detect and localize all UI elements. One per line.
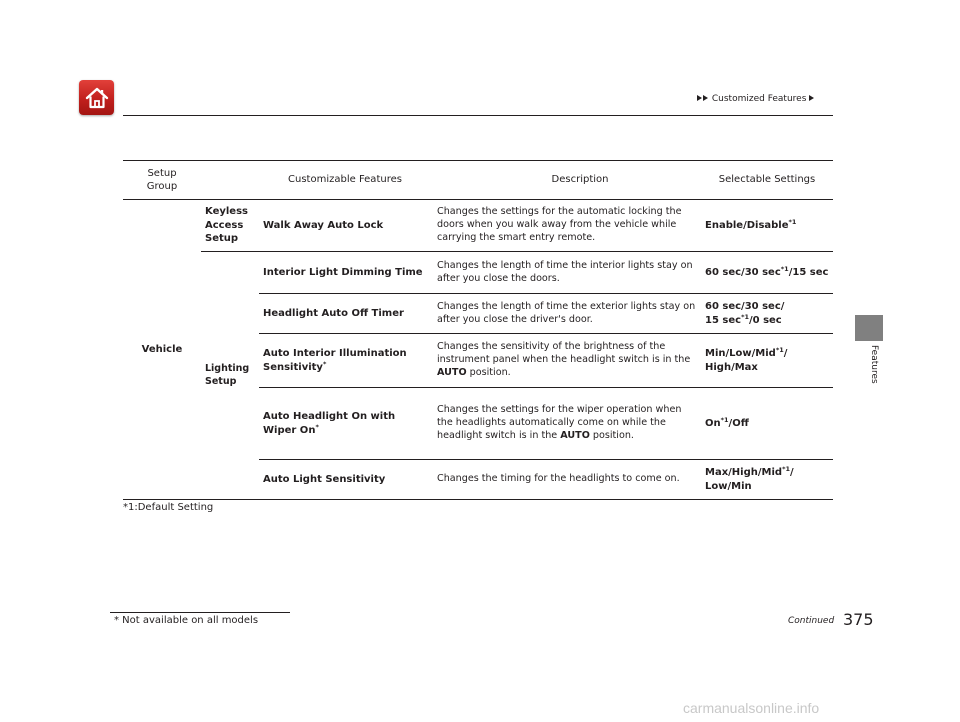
breadcrumb-arrow-icon bbox=[697, 95, 702, 101]
table-header-row bbox=[123, 161, 833, 200]
breadcrumb-label: Customized Features bbox=[711, 94, 807, 104]
header-selectable-settings: Selectable Settings bbox=[718, 174, 816, 186]
breadcrumb-arrow-icon bbox=[809, 95, 814, 101]
feature-description: Changes the timing for the headlights to come on. bbox=[433, 460, 701, 500]
header-customizable-features: Customizable Features bbox=[288, 174, 402, 186]
feature-settings: 60 sec/30 sec/ 15 $\sec^{*1}/0$ sec bbox=[701, 294, 833, 334]
feature-name: Interior Light Dimming Time bbox=[259, 252, 433, 294]
home-icon bbox=[84, 85, 110, 111]
feature-name: Headlight Auto Off Timer bbox=[259, 294, 433, 334]
feature-settings: Enable/Disable$^{*1}$ bbox=[701, 200, 833, 252]
header-setup-group: Setup Group bbox=[146, 167, 178, 192]
feature-name: Walk Away Auto Lock bbox=[259, 200, 433, 252]
feature-description: Changes the length of time the exterior lights stay on after you close the driver's door. bbox=[433, 294, 701, 334]
subgroup-keyless-access-setup: Keyless Access Setup bbox=[201, 200, 259, 252]
feature-name: Auto Light Sensitivity bbox=[259, 460, 433, 500]
section-tab[interactable] bbox=[855, 315, 883, 341]
table-row bbox=[123, 252, 833, 294]
feature-settings: Max/High/Mid$^{*1}$/ Low/Min bbox=[701, 460, 833, 500]
feature-description: Changes the settings for the automatic locking the doors when you walk away from the vehicle while carrying the smart entry remote. bbox=[433, 200, 701, 252]
feature-description: Changes the sensitivity of the brightness of the instrument panel when the headlight switch is in the AUTO position. bbox=[433, 334, 701, 388]
default-setting-footnote: *1:Default Setting bbox=[123, 502, 214, 513]
feature-settings: On$^{*1}$/Off bbox=[701, 388, 833, 460]
header-divider bbox=[123, 115, 833, 116]
header-description: Description bbox=[551, 174, 609, 186]
page-number: 375 bbox=[843, 610, 874, 629]
feature-settings: 60 sec/30 $\sec^{*1}/15$ sec bbox=[701, 252, 833, 294]
continued-label: Continued bbox=[788, 616, 835, 626]
table-row bbox=[123, 200, 833, 252]
breadcrumb[interactable] bbox=[697, 94, 815, 104]
customizable-features-table bbox=[123, 160, 833, 500]
breadcrumb-arrow-icon bbox=[703, 95, 708, 101]
feature-settings: Min/Low/Mid$^{*1}$/ High/Max bbox=[701, 334, 833, 388]
feature-name: Auto Interior Illumination Sensitivity* bbox=[259, 334, 433, 388]
section-tab-label: Features bbox=[869, 345, 879, 384]
setup-group-vehicle: Vehicle bbox=[123, 200, 201, 500]
home-button[interactable] bbox=[79, 80, 114, 115]
watermark: carmanualsonline.info bbox=[683, 700, 820, 716]
availability-notice: * Not available on all models bbox=[114, 615, 259, 626]
feature-description: Changes the settings for the wiper operation when the headlights automatically come on while the headlight switch is in the AUTO position. bbox=[433, 388, 701, 460]
feature-description: Changes the length of time the interior lights stay on after you close the doors. bbox=[433, 252, 701, 294]
subgroup-lighting-setup: Lighting Setup bbox=[201, 252, 259, 500]
footer-divider bbox=[110, 612, 290, 613]
feature-name: Auto Headlight On with Wiper On* bbox=[259, 388, 433, 460]
